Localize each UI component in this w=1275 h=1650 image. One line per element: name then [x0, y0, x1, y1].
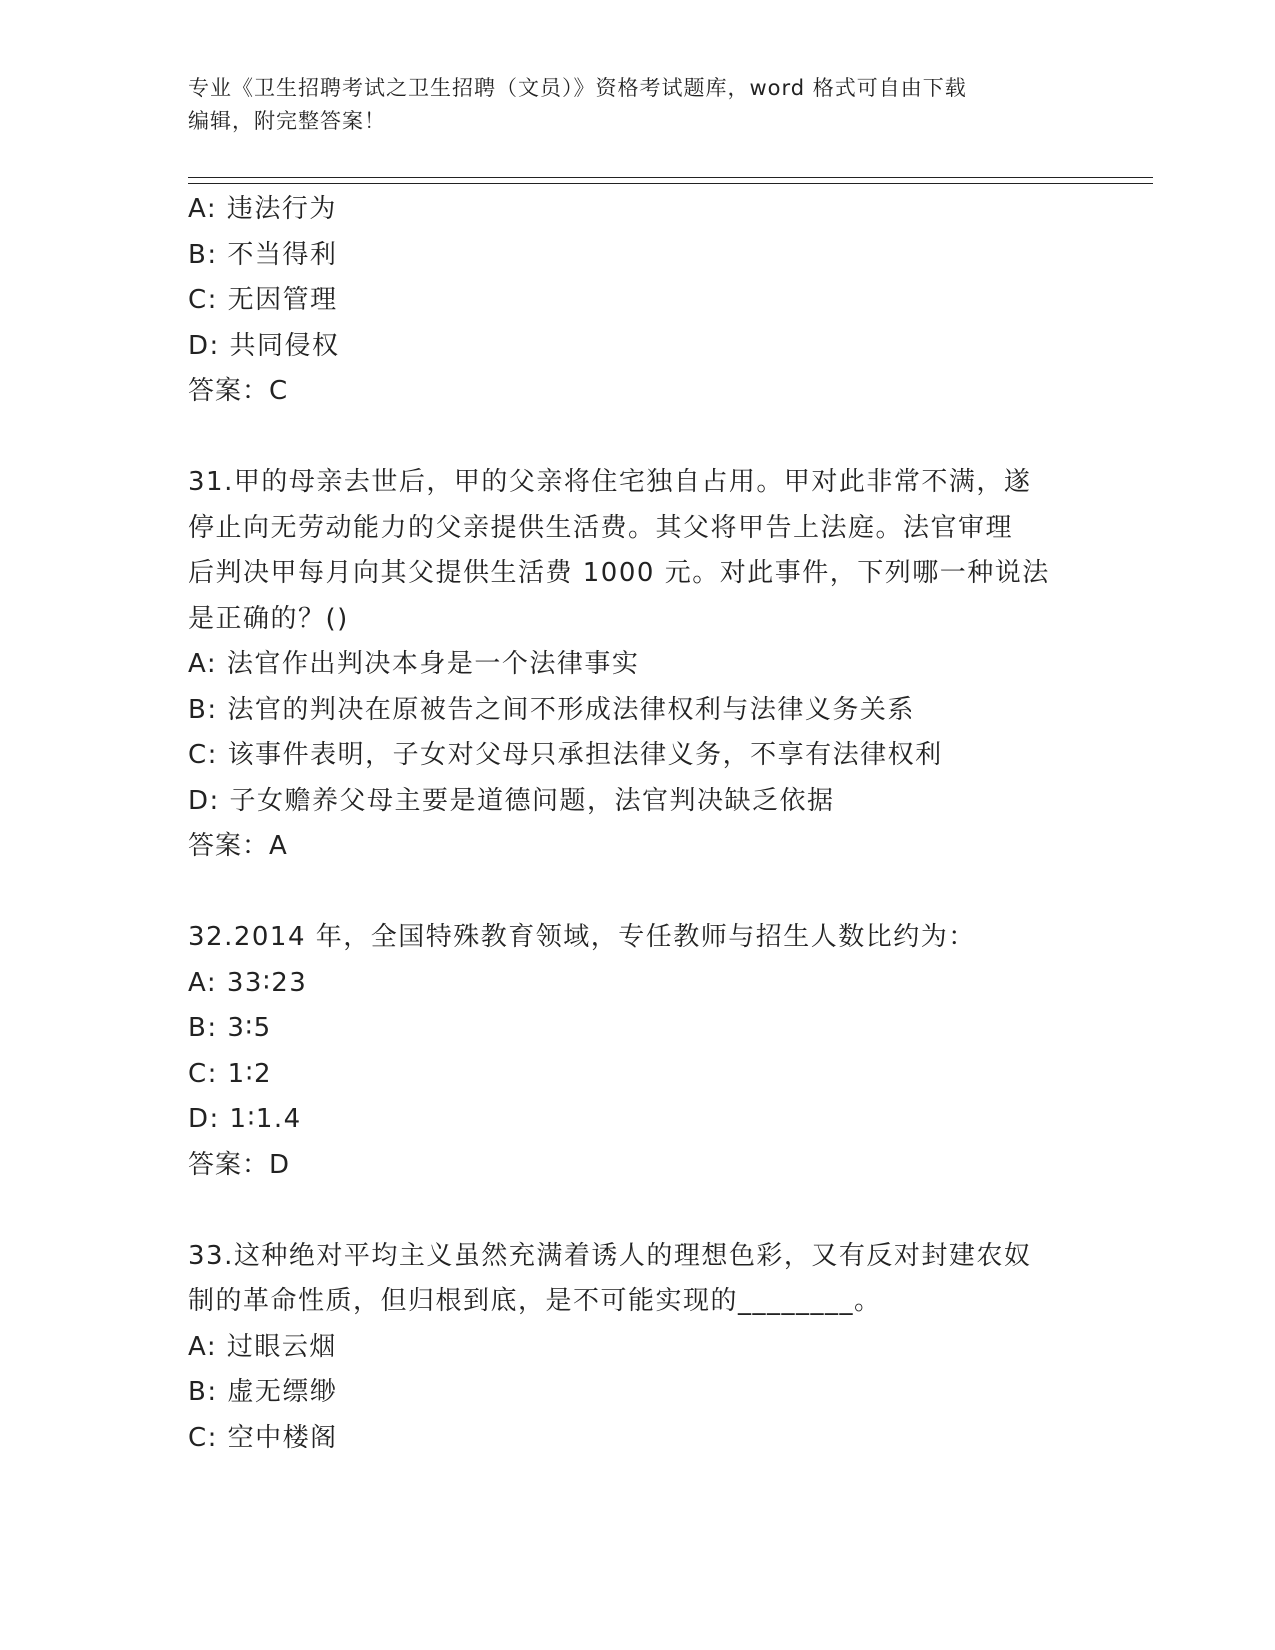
option-d: D: 共同侵权	[188, 330, 340, 361]
option-b: B: 法官的判决在原被告之间不形成法律权利与法律义务关系	[188, 694, 915, 725]
option-b: B: 虚无缥缈	[188, 1377, 338, 1407]
question-31-block	[188, 460, 1108, 870]
document-header	[188, 72, 1088, 138]
option-c: C: 该事件表明，子女对父母只承担法律义务，不享有法律权利	[188, 740, 943, 770]
option-d: D: 1∶1.4	[188, 1104, 302, 1134]
question-stem-line: 33.这种绝对平均主义虽然充满着诱人的理想色彩，又有反对封建农奴	[188, 1240, 1032, 1271]
option-b: B: 不当得利	[188, 239, 338, 270]
question-stem-line: 31.甲的母亲去世后，甲的父亲将住宅独自占用。甲对此非常不满，遂	[188, 467, 1032, 497]
option-a: A: 33∶23	[188, 967, 308, 998]
option-c: C: 1∶2	[188, 1058, 273, 1089]
option-b: B: 3∶5	[188, 1013, 272, 1043]
option-a: A: 法官作出判决本身是一个法律事实	[188, 649, 640, 679]
question-stem-line: 停止向无劳动能力的父亲提供生活费。其父将甲告上法庭。法官审理	[188, 512, 1014, 543]
option-c: C: 空中楼阁	[188, 1422, 338, 1453]
header-line-2: 编辑，附完整答案！	[188, 109, 386, 133]
answer-line: 答案：C	[188, 376, 289, 406]
question-stem-line: 32.2014 年，全国特殊教育领域，专任教师与招生人数比约为：	[188, 922, 976, 952]
question-spacer	[188, 1188, 1108, 1234]
option-c: C: 无因管理	[188, 285, 338, 315]
question-stem-line: 后判决甲每月向其父提供生活费 1000 元。对此事件，下列哪一种说法	[188, 558, 1050, 588]
answer-line: 答案：A	[188, 831, 288, 861]
question-stem-line: 制的革命性质，但归根到底，是不可能实现的________。	[188, 1286, 882, 1316]
question-list	[188, 187, 1108, 1461]
question-32-block	[188, 915, 1108, 1188]
question-stem-line: 是正确的？()	[188, 603, 349, 634]
option-d: D: 子女赡养父母主要是道德问题，法官判决缺乏依据	[188, 785, 835, 816]
question-30-block	[188, 187, 1108, 415]
answer-line: 答案：D	[188, 1149, 291, 1180]
question-33-block	[188, 1234, 1108, 1462]
header-divider-bottom	[188, 183, 1153, 184]
option-a: A: 违法行为	[188, 194, 337, 224]
header-line-1: 专业《卫生招聘考试之卫生招聘（文员）》资格考试题库，word 格式可自由下载	[188, 76, 967, 100]
question-spacer	[188, 870, 1108, 916]
header-divider-top	[188, 177, 1153, 178]
question-spacer	[188, 415, 1108, 461]
option-a: A: 过眼云烟	[188, 1331, 337, 1362]
